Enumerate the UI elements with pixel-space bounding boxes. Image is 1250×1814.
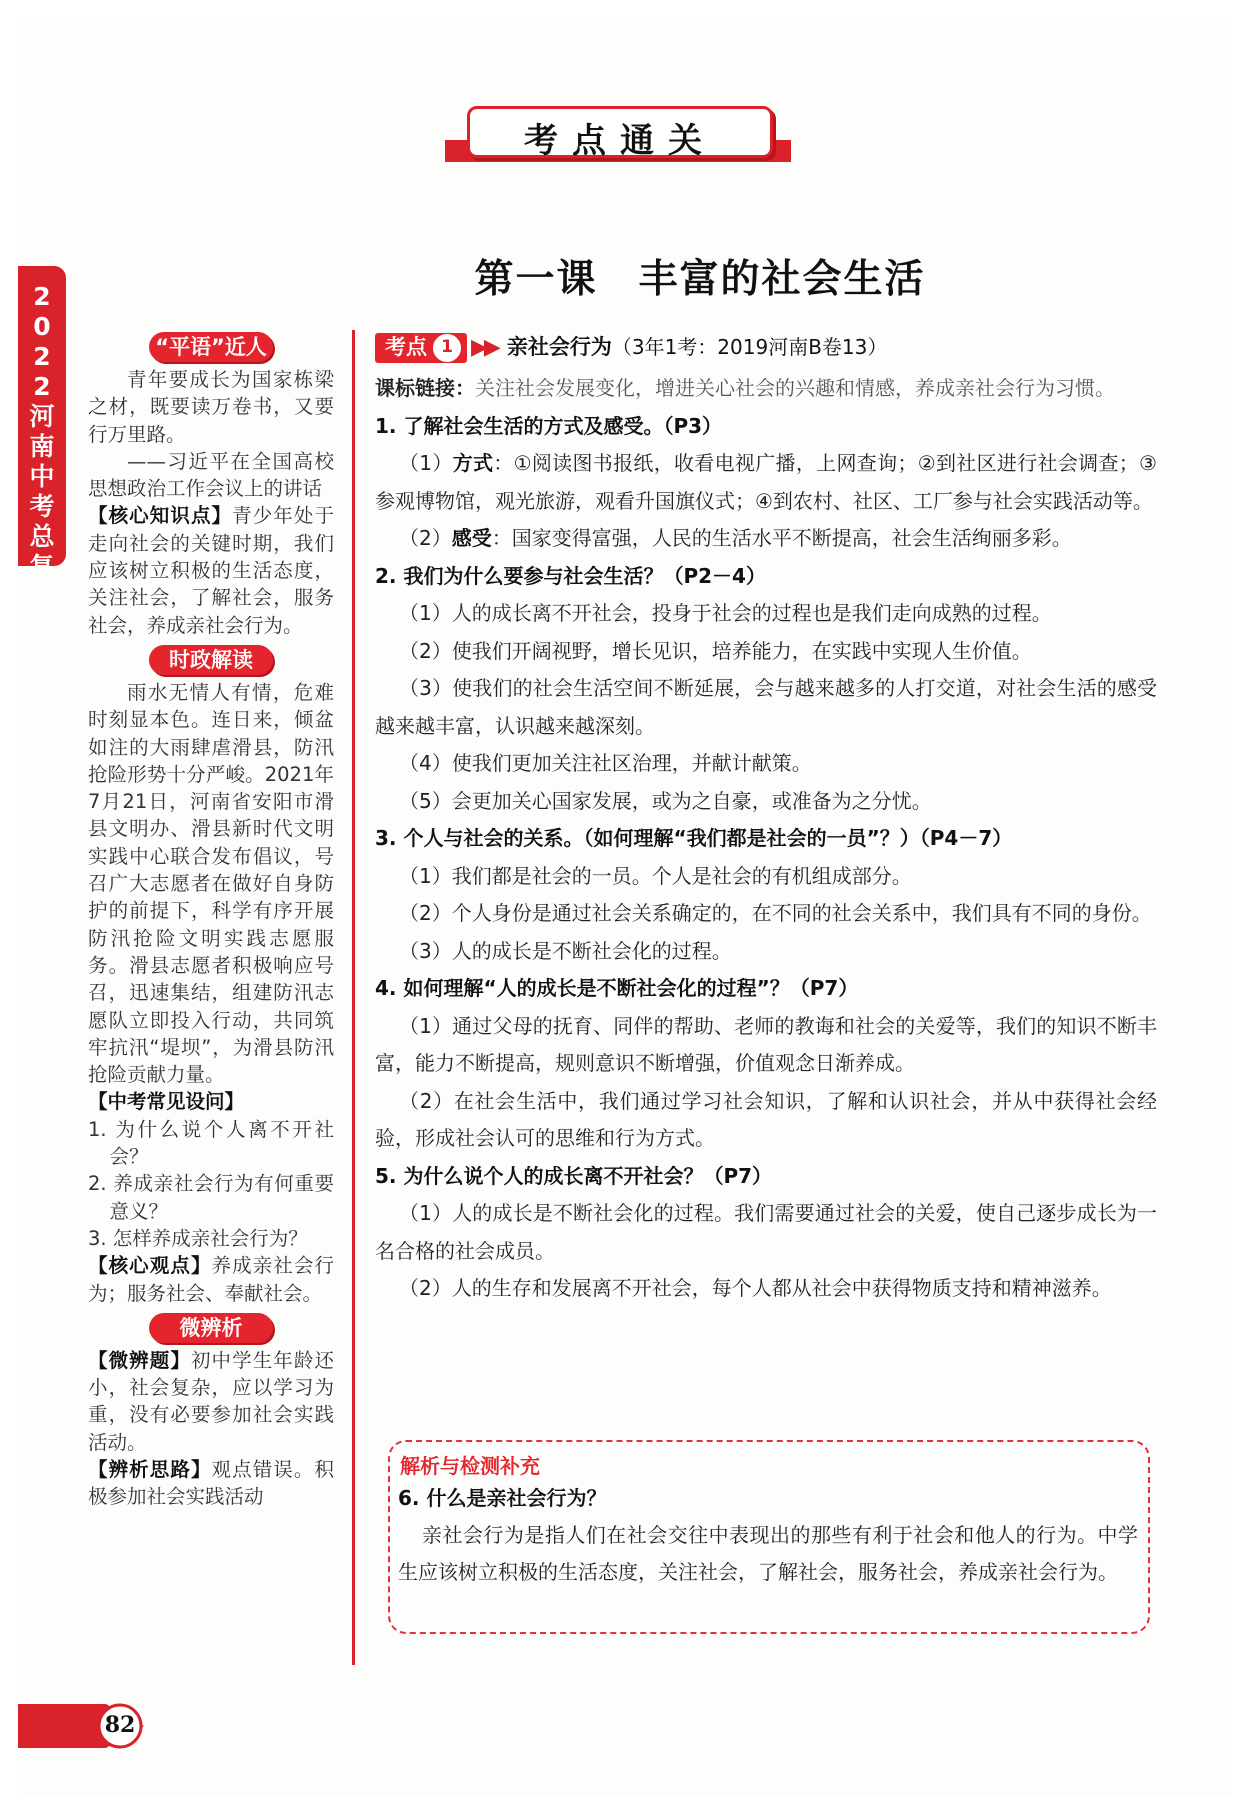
answer-item [375,933,1157,971]
answer-item [375,595,1157,633]
news-text: 雨水无情人有情，危难时刻显本色。连日来，倾盆如注的大雨肆虐滑县，防汛抢险形势十分严峻。2021年7月21日，河南省安阳市滑县文明办、滑县新时代文明实践中心联合发布倡议，号召广大志愿者在做好自身防护的前提下，科学有序开展防汛抢险文明实践志愿服务。滑县志愿者积极响应号召，迅速集结，组建防汛志愿队立即投入行动，共同筑牢抗汛“堤坝”，为滑县防汛抢险贡献力量。 [88,680,334,1087]
answer-number: （5） [399,788,452,813]
banner-title: 考点通关 [524,121,716,161]
answer-item [375,858,1157,896]
question-heading: 5. 为什么说个人的成长离不开社会？（P7） [375,1163,773,1188]
kaodian-badge [375,333,467,363]
lesson-title: 第一课 丰富的社会生活 [474,256,926,302]
answer-item [375,783,1157,821]
answer-number: （1） [399,451,453,475]
answer-text: 人的生存和发展离不开社会，每个人都从社会中获得物质支持和精神滋养。 [451,1276,1112,1300]
supplement-title: 解析与检测补充 [400,1454,540,1478]
quote-signature: ——习近平在全国高校思想政治工作会议上的讲话 [88,449,334,501]
answer-number: （2） [399,1276,452,1300]
answer-keyword: 感受 [451,526,492,550]
answer-text: 人的成长是不断社会化的过程。我们需要通过社会的关爱，使自己逐步成长为一名合格的社会成员。 [375,1201,1157,1263]
answer-text: 使我们的社会生活空间不断延展，会与越来越多的人打交道，对社会生活的感受越来越丰富，认识越来越深刻。 [375,676,1157,738]
curriculum-link-text: 关注社会发展变化，增进关心社会的兴趣和情感，养成亲社会行为习惯。 [475,376,1115,400]
answer-text: 人的成长离不开社会，投身于社会的过程也是我们走向成熟的过程。 [451,601,1052,625]
answer-text: 个人身份是通过社会关系确定的，在不同的社会关系中，我们具有不同的身份。 [451,901,1152,925]
banner-box [467,106,773,161]
answer-keyword: 方式 [452,451,494,475]
curriculum-link [375,370,1157,408]
core-knowledge-label: 【核心知识点】 [88,504,233,528]
answer-item [375,670,1157,745]
faq-item: 2. 养成亲社会行为有何重要意义？ [88,1172,334,1223]
supplement-body [398,1480,1138,1591]
column-divider [352,330,355,1665]
analysis-pill: 微辨析 [149,1313,273,1343]
answer-text: 使我们开阔视野，增长见识，培养能力，在实践中实现人生价值。 [451,638,1032,663]
faq-item: 1. 为什么说个人离不开社会？ [88,1117,334,1169]
news-pill: 时政解读 [149,645,273,675]
question-heading: 1. 了解社会生活的方式及感受。（P3） [375,413,723,438]
left-sidebar [88,332,334,1511]
question-heading: 3. 个人与社会的关系。（如何理解“我们都是社会的一员”？）（P4－7） [375,826,1013,850]
answer-number: （2） [399,1088,454,1113]
core-view-label: 【核心观点】 [88,1254,212,1278]
section-banner [445,106,791,168]
answer-number: （2） [399,526,452,550]
analysis-question [88,1347,334,1456]
answer-text: ：①阅读图书报纸，收看电视广播，上网查询；②到社区进行社会调查；③参观博物馆，观光旅游，观看升国旗仪式；④到农村、社区、工厂参与社会实践活动等。 [375,451,1157,513]
thinking-label: 【辨析思路】 [88,1457,212,1481]
answer-number: （4） [399,751,452,775]
question-heading: 4. 如何理解“人的成长是不断社会化的过程”？（P7） [375,976,859,1000]
kaodian-badge-label: 考点 [385,335,427,360]
main-content [375,330,1157,1308]
answer-item [375,520,1157,558]
kaodian-source: （3年1考：2019河南B卷13） [611,335,888,360]
answer-text: 通过父母的抚育、同伴的帮助、老师的教诲和社会的关爱等，我们的知识不断丰富，能力不断提高，规则意识不断增强，价值观念日渐养成。 [375,1013,1157,1075]
answer-item [375,895,1157,933]
page-number: 82 [104,1712,136,1738]
side-tab [18,266,66,611]
answer-number: （1） [399,1013,453,1038]
answer-item [375,745,1157,783]
answer-number: （1） [399,1201,453,1225]
answer-item [375,1008,1157,1083]
analysis-label: 【微辨题】 [88,1348,191,1372]
core-knowledge-text: 青少年处于走向社会的关键时期，我们应该树立积极的生活态度，关注社会，了解社会，服务社会，养成亲社会行为。 [88,504,334,637]
core-view [88,1252,334,1307]
thinking-text: 观点错误。积极参加社会实践活动 [88,1457,334,1509]
answer-number: （2） [399,638,452,663]
supplement-answer: 亲社会行为是指人们在社会交往中表现出的那些有利于社会和他人的行为。中学生应该树立积极的生活态度，关注社会，了解社会，服务社会，养成亲社会行为。 [398,1523,1138,1584]
kaodian-number: 1 [433,334,461,362]
answer-item [375,1195,1157,1270]
faq-item: 3. 怎样养成亲社会行为？ [88,1226,308,1250]
answer-number: （2） [399,901,452,925]
quote-text: 青年要成长为国家栋梁之材，既要读万卷书，又要行万里路。 [88,368,334,446]
answer-text: 在社会生活中，我们通过学习社会知识，了解和认识社会，并从中获得社会经验，形成社会认可的思维和行为方式。 [375,1088,1158,1150]
double-arrow-icon: ▶▶ [471,335,497,361]
answer-item [375,1083,1157,1158]
answer-text: 会更加关心国家发展，或为之自豪，或准备为之分忧。 [451,788,932,813]
curriculum-link-label: 课标链接： [375,376,475,400]
analysis-text: 初中学生年龄还小，社会复杂，应以学习为重，没有必要参加社会实践活动。 [88,1348,334,1454]
side-tab-label: 2022河南中考总复习 [29,282,55,611]
answer-number: （1） [399,601,452,625]
core-knowledge [88,502,334,638]
answer-item [375,633,1157,671]
kaodian-header [375,330,1157,366]
answer-item [375,1270,1157,1308]
answer-number: （1） [399,863,452,888]
answer-text: ：国家变得富强，人民的生活水平不断提高，社会生活绚丽多彩。 [491,526,1072,550]
core-view-text: 养成亲社会行为；服务社会、奉献社会。 [88,1254,334,1305]
page-number-badge [18,1700,146,1752]
supplement-question: 6. 什么是亲社会行为？ [398,1486,607,1510]
question-heading: 2. 我们为什么要参与社会生活？（P2－4） [375,563,766,588]
question-list [375,408,1157,1308]
analysis-thinking [88,1456,334,1511]
answer-text: 人的成长是不断社会化的过程。 [451,938,732,963]
answer-text: 使我们更加关注社区治理，并献计献策。 [451,751,812,775]
answer-text: 我们都是社会的一员。个人是社会的有机组成部分。 [451,863,912,888]
answer-number: （3） [399,938,452,963]
kaodian-title: 亲社会行为 [506,335,612,360]
faq-label: 【中考常见设问】 [88,1090,245,1114]
answer-item [375,445,1157,520]
answer-number: （3） [399,676,453,700]
quote-pill: “平语”近人 [149,332,273,362]
